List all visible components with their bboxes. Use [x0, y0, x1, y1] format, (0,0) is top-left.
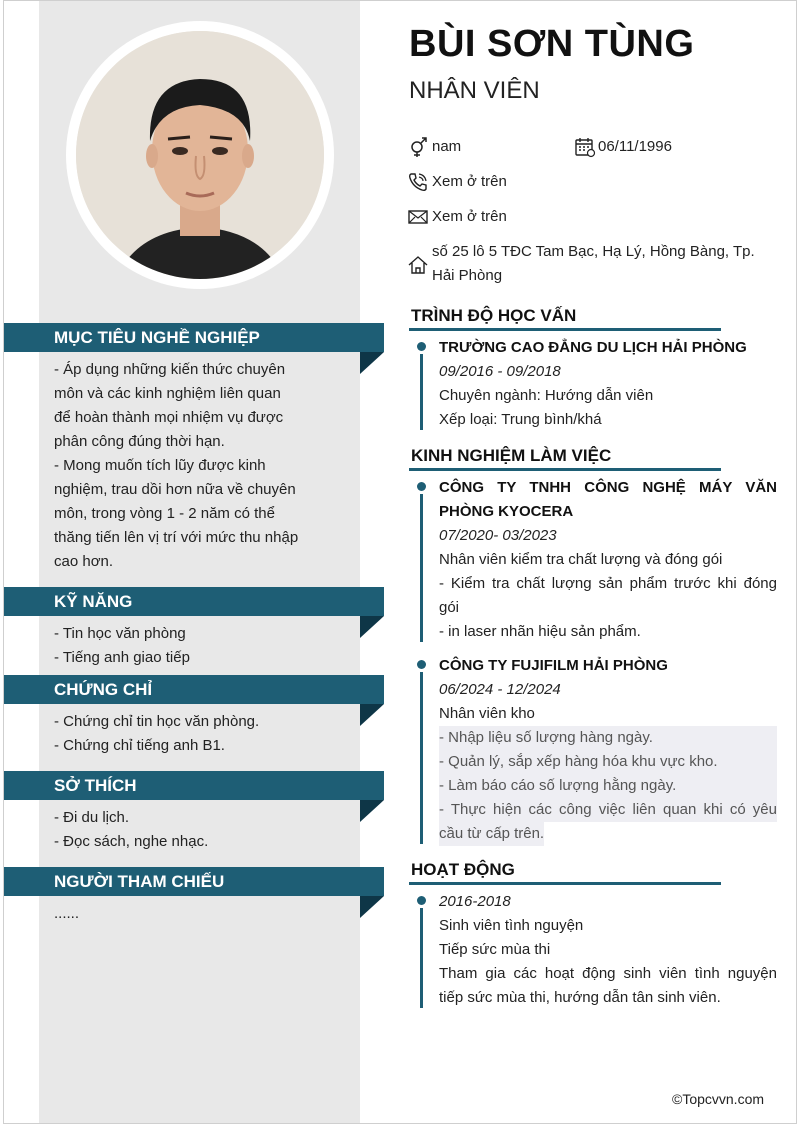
section-header-references: NGƯỜI THAM CHIẾU	[4, 867, 384, 896]
education-grade: Xếp loại: Trung bình/khá	[439, 411, 602, 428]
job-duty: cầu từ cấp trên.	[439, 822, 544, 846]
job-role: Nhân viên kho	[439, 705, 535, 722]
avatar-portrait	[76, 31, 324, 279]
job-entry	[439, 654, 777, 846]
birthday-value: 06/11/1996	[598, 138, 672, 155]
section-title-activities: HOẠT ĐỘNG	[411, 860, 515, 879]
company-name: CÔNG TY FUJIFILM HẢI PHÒNG	[439, 657, 668, 674]
certificate-item: - Chứng chỉ tiếng anh B1.	[54, 737, 225, 754]
timeline-dot	[417, 342, 426, 351]
skill-item: - Tiếng anh giao tiếp	[54, 649, 190, 666]
hobby-item: - Đọc sách, nghe nhạc.	[54, 833, 209, 850]
activity-entry	[439, 890, 777, 1010]
objective-text	[54, 358, 316, 574]
objective-line: nghiệm, trau dồi hơn nữa về chuyên	[54, 481, 296, 498]
objective-line: môn, trong vòng 1 - 2 năm có thể	[54, 505, 275, 522]
home-icon	[407, 254, 429, 276]
timeline-dot	[417, 896, 426, 905]
job-duty: - Thực hiện các công việc liên quan khi có yêu	[439, 798, 777, 822]
reference-item: ......	[54, 905, 80, 922]
job-period: 06/2024 - 12/2024	[439, 681, 561, 698]
section-underline	[409, 468, 721, 471]
skills-list	[54, 622, 316, 670]
address-value	[432, 240, 772, 288]
section-underline	[409, 328, 721, 331]
references-list	[54, 902, 316, 926]
activity-line: Tiếp sức mùa thi	[439, 941, 551, 958]
certificates-list	[54, 710, 316, 758]
timeline-dot	[417, 660, 426, 669]
job-entry	[439, 476, 777, 644]
job-period: 07/2020- 03/2023	[439, 527, 557, 544]
job-duty: - Làm báo cáo số lượng hằng ngày.	[439, 774, 777, 798]
timeline-bar	[420, 908, 423, 1008]
objective-line: - Áp dụng những kiến thức chuyên	[54, 361, 286, 378]
ribbon-fold	[360, 800, 384, 822]
certificate-item: - Chứng chỉ tin học văn phòng.	[54, 713, 260, 730]
job-duty: - Quản lý, sắp xếp hàng hóa khu vực kho.	[439, 750, 777, 774]
company-name: CÔNG TY TNHH CÔNG NGHỆ MÁY VĂN	[439, 479, 777, 496]
activity-line: Sinh viên tình nguyện	[439, 917, 584, 934]
job-duty: - Nhập liệu số lượng hàng ngày.	[439, 726, 777, 750]
hobby-item: - Đi du lịch.	[54, 809, 130, 826]
address-line: Hải Phòng	[432, 267, 503, 284]
section-header-hobbies: SỞ THÍCH	[4, 771, 384, 800]
email-icon	[407, 206, 429, 228]
objective-line: môn và các kinh nghiệm liên quan	[54, 385, 281, 402]
email-value: Xem ở trên	[432, 208, 507, 225]
calendar-icon	[574, 136, 596, 158]
phone-value: Xem ở trên	[432, 173, 507, 190]
avatar-frame	[66, 21, 334, 289]
timeline-bar	[420, 494, 423, 642]
skill-item: - Tin học văn phòng	[54, 625, 186, 642]
job-duty: gói	[439, 599, 460, 616]
timeline-bar	[420, 354, 423, 430]
activity-line: Tham gia các hoạt động sinh viên tình nguyện	[439, 965, 777, 982]
section-header-objective: MỤC TIÊU NGHỀ NGHIỆP	[4, 323, 384, 352]
address-line: số 25 lô 5 TĐC Tam Bạc, Hạ Lý, Hồng Bàng, Tp.	[432, 243, 755, 260]
job-role: Nhân viên kiểm tra chất lượng và đóng gói	[439, 551, 723, 568]
company-name: PHÒNG KYOCERA	[439, 503, 574, 520]
section-title-experience: KINH NGHIỆM LÀM VIỆC	[411, 446, 612, 465]
education-period: 09/2016 - 09/2018	[439, 363, 561, 380]
objective-line: thăng tiến lên vị trí với mức thu nhập	[54, 529, 299, 546]
ribbon-fold	[360, 616, 384, 638]
footer-copyright: ©Topcvvn.com	[672, 1091, 765, 1107]
objective-line: cao hơn.	[54, 553, 114, 570]
job-duty: - Kiểm tra chất lượng sản phẩm trước khi đóng	[439, 575, 777, 592]
ribbon-fold	[360, 704, 384, 726]
education-major: Chuyên ngành: Hướng dẫn viên	[439, 387, 654, 404]
timeline-bar	[420, 672, 423, 844]
education-entry	[439, 336, 777, 432]
activity-line: tiếp sức mùa thi, hướng dẫn tân sinh viên.	[439, 989, 721, 1006]
school-name: TRƯỜNG CAO ĐẲNG DU LỊCH HẢI PHÒNG	[439, 339, 747, 356]
avatar	[76, 31, 324, 279]
objective-line: để hoàn thành mọi nhiệm vụ được	[54, 409, 284, 426]
hobbies-list	[54, 806, 316, 854]
job-title: NHÂN VIÊN	[409, 77, 540, 104]
activity-period: 2016-2018	[439, 893, 511, 910]
section-underline	[409, 882, 721, 885]
section-header-certificates: CHỨNG CHỈ	[4, 675, 384, 704]
phone-icon	[407, 171, 429, 193]
gender-value: nam	[432, 138, 462, 155]
timeline-dot	[417, 482, 426, 491]
objective-line: phân công đúng thời hạn.	[54, 433, 225, 450]
ribbon-fold	[360, 352, 384, 374]
section-header-skills: KỸ NĂNG	[4, 587, 384, 616]
job-duty: - in laser nhãn hiệu sản phẩm.	[439, 623, 641, 640]
gender-icon	[407, 136, 429, 158]
candidate-name: BÙI SƠN TÙNG	[409, 23, 695, 65]
section-title-education: TRÌNH ĐỘ HỌC VẤN	[411, 306, 577, 325]
objective-line: - Mong muốn tích lũy được kinh	[54, 457, 266, 474]
cv-page	[3, 0, 797, 1124]
ribbon-fold	[360, 896, 384, 918]
